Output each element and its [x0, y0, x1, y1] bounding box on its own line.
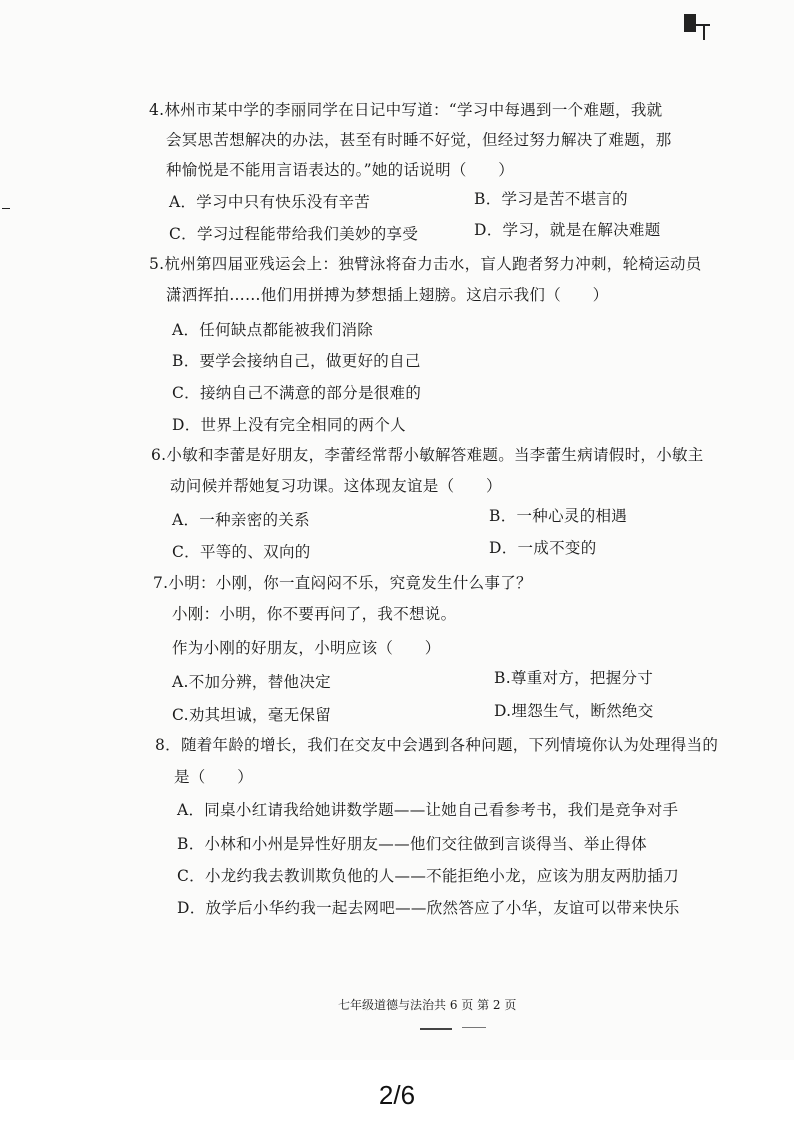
- page-footer: 七年级道德与法治共 6 页 第 2 页: [338, 998, 517, 1012]
- question-4-line: 4.林州市某中学的李丽同学在日记中写道：“学习中每遇到一个难题，我就: [149, 101, 663, 119]
- question-6-option-b: B．一种心灵的相遇: [489, 507, 628, 525]
- question-6-line: 动问候并帮她复习功课。这体现友谊是（ ）: [170, 477, 502, 495]
- scan-mark: [462, 1027, 486, 1028]
- question-7-option-a: A.不加分辨，替他决定: [172, 673, 331, 691]
- question-7-option-d: D.埋怨生气，断然绝交: [494, 702, 654, 720]
- question-8-option-d: D．放学后小华约我一起去网吧——欣然答应了小华，友谊可以带来快乐: [177, 899, 680, 917]
- question-8-option-b: B．小林和小州是异性好朋友——他们交往做到言谈得当、举止得体: [177, 835, 647, 853]
- question-4-line: 会冥思苦想解决的办法，甚至有时睡不好觉，但经过努力解决了难题，那: [166, 131, 672, 149]
- scan-mark: [420, 1028, 452, 1030]
- question-5-option-b: B．要学会接纳自己，做更好的自己: [172, 352, 421, 370]
- question-4-option-b: B．学习是苦不堪言的: [474, 190, 628, 208]
- question-5-option-c: C．接纳自己不满意的部分是很难的: [172, 384, 422, 402]
- question-8-line: 是（ ）: [174, 768, 254, 786]
- question-7-line: 小刚：小明，你不要再问了，我不想说。: [172, 605, 457, 623]
- question-7-option-b: B.尊重对方，把握分寸: [494, 669, 654, 687]
- question-4-option-d: D．学习，就是在解决难题: [474, 221, 661, 239]
- question-6-option-c: C．平等的、双向的: [172, 543, 311, 561]
- scan-mark: [703, 24, 705, 40]
- question-8-line: 8．随着年龄的增长，我们在交友中会遇到各种问题，下列情境你认为处理得当的: [155, 736, 719, 754]
- question-6-option-d: D．一成不变的: [489, 539, 597, 557]
- scan-mark: [684, 14, 696, 32]
- question-6-line: 6.小敏和李蕾是好朋友，李蕾经常帮小敏解答难题。当李蕾生病请假时，小敏主: [151, 446, 704, 464]
- question-5-line: 潇洒挥拍……他们用拼搏为梦想插上翅膀。这启示我们（ ）: [166, 286, 609, 304]
- question-4-option-c: C．学习过程能带给我们美妙的享受: [169, 225, 419, 243]
- page-indicator: 2/6: [378, 1080, 416, 1110]
- question-5-option-d: D．世界上没有完全相同的两个人: [172, 416, 406, 434]
- scan-mark: [2, 208, 10, 209]
- question-8-option-a: A．同桌小红请我给她讲数学题——让她自己看参考书，我们是竞争对手: [177, 801, 679, 819]
- question-5-option-a: A．任何缺点都能被我们消除: [172, 321, 374, 339]
- question-6-option-a: A．一种亲密的关系: [172, 511, 310, 529]
- question-5-line: 5.杭州第四届亚残运会上：独臂泳将奋力击水，盲人跑者努力冲刺，轮椅运动员: [149, 255, 702, 273]
- question-4-option-a: A．学习中只有快乐没有辛苦: [169, 193, 371, 211]
- question-7-option-c: C.劝其坦诚，毫无保留: [172, 706, 332, 724]
- question-8-option-c: C．小龙约我去教训欺负他的人——不能拒绝小龙，应该为朋友两肋插刀: [177, 867, 679, 885]
- question-7-line: 作为小刚的好朋友，小明应该（ ）: [172, 639, 441, 657]
- question-7-line: 7.小明：小刚，你一直闷闷不乐，究竟发生什么事了？: [153, 574, 532, 592]
- question-4-line: 种愉悦是不能用言语表达的。”她的话说明（ ）: [166, 161, 515, 179]
